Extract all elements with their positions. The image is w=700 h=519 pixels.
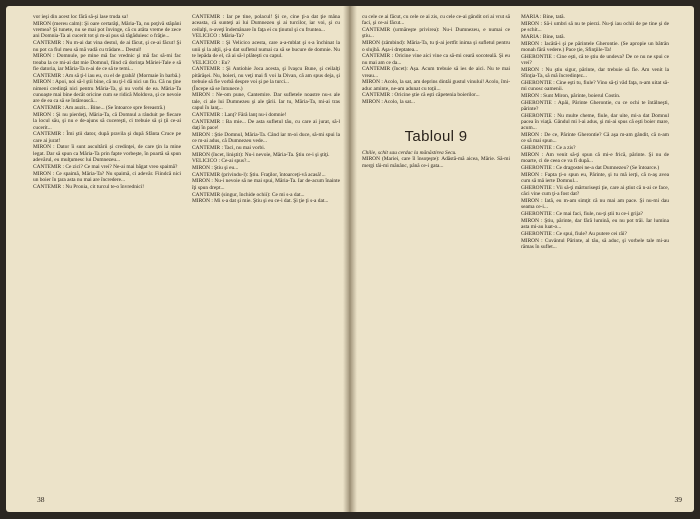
speaker-name: MIRON : Fapta ţi-o spun eu, Părinte, şi tu mă ierţi, că n-aş avea cum să mă ierte Domnul... xyxy=(521,171,669,185)
dialogue-line xyxy=(521,67,669,80)
left-page-column-2 xyxy=(192,14,340,205)
speaker-name: MIRON : Iată, eu m-am simţit că nu mai am pace. Şi nu-mi dau seama ce-i... xyxy=(521,197,669,211)
tabloul-subtitle: Chilie, schit sau cerdac la mănăstirea Secu. xyxy=(362,149,457,156)
dialogue-line xyxy=(192,92,340,111)
speaker-name: MIRON : Ştiu, părinte, dar fără lumină, eu nu pot trăi. Iar lumina asta mi-au luat-o... xyxy=(521,217,669,231)
dialogue-line xyxy=(192,119,340,132)
dialogue-line xyxy=(192,152,340,158)
speaker-name: CANTEMIR (singur, închide ochii): Ce mi s-a dat... xyxy=(192,191,305,198)
dialogue-line xyxy=(521,165,669,171)
speaker-name: MIRON : Ce spaimă, Măria-Ta? Nu spaimă, ci adevăr. Fiindcă nici un boier în ţara asta nu mai are încredere... xyxy=(33,170,181,183)
dialogue-line: (Începe să se întunece.) xyxy=(192,85,243,92)
dialogue-line xyxy=(192,33,340,39)
dialogue-line xyxy=(33,112,181,131)
dialogue-line xyxy=(33,131,181,144)
speaker-name: CANTEMIR : Taci, nu mai vorbi. xyxy=(192,144,266,151)
speaker-name: MIRON : Acolo, la sat... xyxy=(362,99,416,106)
dialogue-line xyxy=(33,184,181,190)
dialogue-line xyxy=(521,152,669,165)
speaker-name: VELICICO : Ce-ai spus?... xyxy=(192,158,251,165)
speaker-name: VELICICO : Eu? xyxy=(192,59,230,66)
dialogue-line xyxy=(521,172,669,185)
dialogue-line: vor ieşi din acest loc fără să-şi lase truda sa! xyxy=(33,14,129,20)
speaker-name: MIRON : Să-i umbri să nu te pierzi. Nu-ţi iau ochii de pe tine şi de pe schit... xyxy=(521,20,669,34)
dialogue-line xyxy=(521,113,669,132)
speaker-name: MARIA : Bine, tată. xyxy=(521,33,565,40)
dialogue-line xyxy=(521,80,669,93)
dialogue-line xyxy=(192,60,340,66)
speaker-name: MIRON (Mariei, care îl însoţeşte): Adăstă-mă aicea, Mărie. Să-mi mergi tăi-mi mănânc, până ce-i gata... xyxy=(362,156,510,169)
dialogue-line xyxy=(521,238,669,251)
speaker-name: MIRON : Domnule, pe mine mă fac vrednic şi mă fac să-mi fac treaba la ce mi-ai dat mie Domnul, fiind că dorinţa Măriei-Tale e să fie datoria, iar Măria-Ta n-ai de ce să te temi... xyxy=(33,53,181,72)
dialogue-line xyxy=(521,218,669,231)
speaker-name: CANTEMIR : Lanţ? Fără lanţ nu-i domnie! xyxy=(192,111,287,118)
speaker-name: MIRON (încet, liniştit): Nu-i nevoie, Măria-Ta. Ştiu ce-i şi ştiţi. xyxy=(192,151,330,158)
speaker-name: CANTEMIR : Nu Pronia, cit turcul te-o învrednici! xyxy=(33,183,145,190)
dialogue-line xyxy=(192,165,340,171)
speaker-name: MIRON : Nu ştiu sigur, părinte, dar trebuie să fie. Am venit la Sfinţia-Ta, să mă încredinţez... xyxy=(521,66,669,80)
dialogue-line xyxy=(521,132,669,145)
right-page xyxy=(351,6,694,512)
speaker-name: GHERONTIE : Ce spui, fiule? Au putere cei răi? xyxy=(521,230,627,237)
dialogue-line xyxy=(521,198,669,211)
speaker-name: CANTEMIR : Oricine vine aici vine ca să-mi ceară socoteală. Şi eu nu mai am ce da... xyxy=(362,53,510,66)
dialogue-line xyxy=(33,171,181,184)
dialogue-line xyxy=(33,53,181,72)
dialogue-line xyxy=(192,198,340,204)
speaker-name: GHERONTIE : Vii să-ţi mărturiseşti ţie, care ai ştiut că n-ai ce face, căci vine cum ţi-a fost dat? xyxy=(521,184,669,198)
left-page-column-1 xyxy=(33,14,181,190)
dialogue-line xyxy=(192,132,340,145)
page-number-left: 38 xyxy=(37,495,45,504)
tabloul-heading: Tabloul 9 xyxy=(404,127,468,145)
speaker-name: CANTEMIR (încet): Aşa. Acum trebuie să ies de aici. Nu te mai vreau... xyxy=(362,66,510,79)
dialogue-line xyxy=(192,158,340,164)
speaker-name: MIRON : Ştiu şi eu... xyxy=(192,164,239,171)
right-page-column-1 xyxy=(362,14,510,169)
speaker-name: MIRON (mereu calm): Şi oare certarăţi, Măria-Ta, nu poţivă stăpâni vremea? Şi tunete, nu se mai pot învinge, că cu atâta vreme de zece ani Domnia-Ta ai cucerit tot şi m-ai pus să tăgăduiesc o frăţie... xyxy=(33,20,181,40)
speaker-name: MIRON : Apoi, noi să-l ştii bine, că nu ţi-l dă nici un fiu. Că nu ţine nimeni credinţă nici pentru Măria-Ta, şi nu vorbi de ea. Măria-Ta cunoaşte mai bine decât oricine cum se ridică Moldova, şi ce nevoie are de ea ca să se întărească... xyxy=(33,79,181,105)
dialogue-line xyxy=(521,185,669,198)
dialogue-line xyxy=(192,178,340,191)
speaker-name: GHERONTIE : Cine eşti, că te ştiu de undeva? De ce nu ne spui ce vrei? xyxy=(521,53,669,66)
speaker-name: CANTEMIR : Ba mie... De asta sufletul tău, cu care ai jurat, să-l daţi în pace! xyxy=(192,118,340,131)
dialogue-line xyxy=(521,21,669,34)
speaker-name: MIRON : De ce, Părinte Gherontie? Că aşa m-am gândit, că n-am ce să mai spun... xyxy=(521,132,669,145)
dialogue-line: cu cele ce ai făcut, cu cele ce ai zis, cu cele ce-ai gândit ori ai vrut să faci, şi ce-ai făcut... xyxy=(362,14,511,27)
dialogue-line xyxy=(33,21,181,40)
speaker-name: GHERONTIE : Nu multe cheme, fiule, dar uite, mi-a dat Domnul pacea în viaţă. Gândul mi l-ai adus, şi mi-ai spus că eşti boier mare, acum... xyxy=(521,112,669,132)
dialogue-line xyxy=(33,164,181,170)
dialogue-line xyxy=(521,145,669,151)
speaker-name: GHERONTIE : Cine eşti tu, fiule? Vino să-ţi văd faţa, n-am uitat să-mi cunosc oamenii. xyxy=(521,79,669,93)
speaker-name: GHERONTIE : Apăi, Părinte Gherontie, cu ce ochi te întâlneşti, părinte? xyxy=(521,99,669,112)
dialogue-line xyxy=(192,145,340,151)
dialogue-line xyxy=(521,93,669,99)
dialogue-line xyxy=(521,34,669,40)
dialogue-line xyxy=(521,211,669,217)
dialogue-line xyxy=(521,100,669,113)
dialogue-line xyxy=(192,14,340,33)
speaker-name: MIRON : Acolo, la sat, am deprins dintâi gustul vinului! Acolo, îmi-aduc aminte, ne-am adunat cu toţii... xyxy=(362,79,510,92)
speaker-name: MIRON : Mi s-a dat şi mie. Ştiu şi eu ce-i dat. Şi ţie ţi s-a dat... xyxy=(192,198,329,205)
dialogue-line xyxy=(33,40,181,53)
speaker-name: VELICICO : Măria-Ta? xyxy=(192,33,244,40)
speaker-name: MIRON : Am venit să-ţi spun că mi-e frică, părinte. Şi nu de moarte, ci de ceea ce va fi după... xyxy=(521,151,669,165)
speaker-name: CANTEMIR : Oricine ştie că eşti căpetenia boierilor... xyxy=(362,92,480,99)
speaker-name: CANTEMIR : Şi Velicico acesta, care a-a-mblat şi s-a închinat la unii şi la alţii, şi-a dat sufletul numai ca să se bucure de domnie. Nu te lepăda de el, că ai să-l plăteşti cu capul. xyxy=(192,40,340,59)
dialogue-line xyxy=(33,79,181,104)
dialogue-line xyxy=(192,66,340,85)
book-gutter xyxy=(343,6,357,512)
speaker-name: MIRON : Iacătă-i şi pe părintele Gherontie. (Se apropie un bătrân monah fără vedere.) Pace ţie, Sfinţiile-Ta! xyxy=(521,40,669,53)
dialogue-line xyxy=(362,40,510,53)
speaker-name: CANTEMIR : Ce zici? Ce mai vrei? Ne-ai mai băgat vreo spaimă? xyxy=(33,163,178,170)
speaker-name: MIRON : Ne-om pune, Cantemire. Dar sufletele noastre nu-s ale tale, ci ale lui Dumnezeu şi ale ţării. Iar tu, Măria-Ta, mi-ai tras capul în lanţ... xyxy=(192,92,340,112)
speaker-name: MIRON : Ştie Domnul, Măria-Ta. Când iar m-oi duce, să-mi spui la ce m-ai adus, că Dumnezeu vede... xyxy=(192,131,340,145)
dialogue-line xyxy=(521,231,669,237)
speaker-name: MIRON : Sunt Miron, părinte, boierul Costin. xyxy=(521,92,621,99)
dialogue-line xyxy=(521,14,669,20)
dialogue-line xyxy=(362,156,510,169)
dialogue-line xyxy=(192,192,340,198)
speaker-name: CANTEMIR : Nu m-ai dat vina destul, de ai făcut, şi ce-ai făcut! Şi nu pot ca fiul meu să mă vadă cu trădare... Destul! xyxy=(33,40,181,53)
speaker-name: GHERONTIE : Ce dragostei ne-a dat Dumnezeu? (Se întoarce.) xyxy=(521,164,660,171)
speaker-name: CANTEMIR : Şi Antiohie Joca acesta, şi Ivaşcu Bune, şi ceilalţi pitărăşei. Nu, boieri, nu veţi mai fi voi la Divan, că am spus deja, şi trebuie să fie vorbă despre voi şi pe la turci... xyxy=(192,66,340,85)
right-page-column-2 xyxy=(521,14,669,251)
speaker-name: CANTEMIR (privindu-l): Ştiu. Fraţilor, întoarceţi-vă acasă!... xyxy=(192,171,326,178)
dialogue-line xyxy=(521,54,669,67)
speaker-name: CANTEMIR : Am auzit... Bine... (Se întoarce spre fereastră.) xyxy=(33,105,166,112)
dialogue-line xyxy=(521,41,669,54)
speaker-name: CANTEMIR (urmăreşte privirea): Nu-i Dumnezeu, e numai ce ştiu... xyxy=(362,27,510,40)
speaker-name: CANTEMIR : Iar pe tine, polacul! Şi ce, cine ţi-a dat ţie mâna aceasta, că sunteţi ai lui Dumnezeu şi ai turcilor, iar voi, şi cu ceilalţi, n-aveţi îndemânare în faţa ei cu ţinutul şi cu fruntea... xyxy=(192,14,340,33)
dialogue-line xyxy=(362,99,510,105)
speaker-name: CANTEMIR : Îmi ştii dator, după pravila şi după Sfânta Cruce pe care ai jurat! xyxy=(33,131,181,144)
dialogue-line xyxy=(362,53,510,66)
page-number-right: 39 xyxy=(674,495,682,504)
dialogue-line xyxy=(362,66,510,79)
left-page xyxy=(6,6,349,512)
dialogue-line xyxy=(362,79,510,92)
speaker-name: MIRON : Cuvântul Părinte, al tău, să aduc, şi vorbele tale mi-au rămas în suflet... xyxy=(521,237,669,250)
speaker-name: MARIA : Bine, tată. xyxy=(521,14,565,20)
dialogue-line xyxy=(362,27,510,40)
dialogue-line xyxy=(362,92,510,98)
speaker-name: GHERONTIE : Ce mai faci, fiule, nu-ţi ştii tu ce-i grija? xyxy=(521,210,643,217)
speaker-name: MIRON : Dator îi sunt ascultării şi credinţei, de care ţin la mine legat. Dar să spun ca Măria-Ta prin fapte vorbeşte, în poartă să spun adevărul, eu mulţumesc lui Dumnezeu... xyxy=(33,144,181,164)
speaker-name: MIRON (zâmbind): Măria-Ta, tu ţi-ai jertfit inima şi sufletul pentru o slujbă. Aşa-i dreptatea... xyxy=(362,40,510,53)
speaker-name: CANTEMIR : Am să ţi-l iau eu, cu el de grabă! (Mormaie în barbă.) xyxy=(33,72,181,79)
dialogue-line xyxy=(33,105,181,111)
dialogue-line xyxy=(192,112,340,118)
dialogue-line xyxy=(192,172,340,178)
speaker-name: GHERONTIE : Ce a zis? xyxy=(521,145,576,152)
speaker-name: MIRON : Şi nu pierdeţi, Măria-Ta, că Domnul a rânduit pe fiecare la locul său, şi nu e de-ajuns să cucereşti, ci trebuie să şi ţii ce-ai cucerit... xyxy=(33,111,181,131)
dialogue-line xyxy=(192,40,340,59)
dialogue-line xyxy=(33,144,181,163)
speaker-name: MIRON : Nu-i nevoie să ne mai spui, Măria-Ta. Iar de-acum înainte îţi spun drept... xyxy=(192,178,340,191)
